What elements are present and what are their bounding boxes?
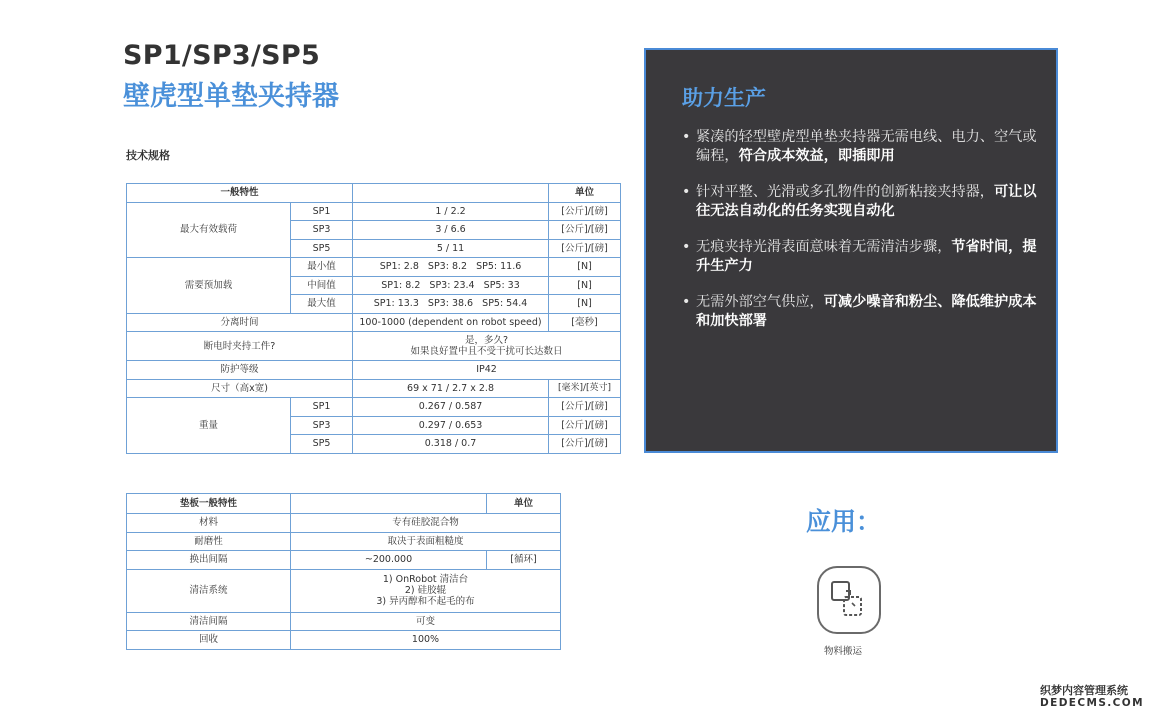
row-unit: [N] <box>549 276 621 295</box>
bullet-icon: • <box>682 184 691 200</box>
row-label: 回收 <box>127 631 291 650</box>
row-label: 防护等级 <box>127 361 353 380</box>
row-sublabel: SP1 <box>291 398 353 417</box>
table-row <box>127 551 561 570</box>
row-value: 0.267 / 0.587 <box>353 398 549 417</box>
row-sublabel: SP1 <box>291 202 353 221</box>
row-unit: [公斤]/[磅] <box>549 435 621 454</box>
table-row <box>127 361 621 380</box>
row-sublabel: 最大值 <box>291 295 353 314</box>
row-label: 重量 <box>127 398 291 454</box>
row-unit: [循环] <box>487 551 561 570</box>
row-unit: [N] <box>549 258 621 277</box>
row-unit: [毫米]/[英寸] <box>549 379 621 398</box>
row-sublabel: SP5 <box>291 435 353 454</box>
application-label: 物料搬运 <box>824 646 863 657</box>
row-label: 材料 <box>127 514 291 533</box>
table-row <box>127 398 621 417</box>
table-row <box>127 514 561 533</box>
row-value <box>353 332 621 361</box>
table-row <box>127 258 621 277</box>
benefit-highlight: 节省时间，提升生产力 <box>696 239 1037 274</box>
table-row <box>127 631 561 650</box>
row-value: 69 x 71 / 2.7 x 2.8 <box>353 379 549 398</box>
list-item <box>682 238 1042 276</box>
row-label: 清洁系统 <box>127 569 291 612</box>
benefits-title: 助力生产 <box>682 86 766 110</box>
benefit-text: 针对平整、光滑或多孔物件的创新粘接夹持器， <box>696 184 994 200</box>
row-label: 清洁间隔 <box>127 612 291 631</box>
row-unit: [公斤]/[磅] <box>549 221 621 240</box>
row-value: 100% <box>291 631 561 650</box>
row-sublabel: 中间值 <box>291 276 353 295</box>
table-header-cell: 垫板一般特性 <box>127 494 291 514</box>
row-value: SP1: 2.8 SP3: 8.2 SP5: 11.6 <box>353 258 549 277</box>
table-header-row <box>127 184 621 203</box>
row-value: SP1: 13.3 SP3: 38.6 SP5: 54.4 <box>353 295 549 314</box>
table-row <box>127 532 561 551</box>
value-line: 1) OnRobot 清洁台 <box>382 574 469 585</box>
list-item <box>682 128 1042 166</box>
bullet-icon: • <box>682 239 691 255</box>
benefits-list <box>682 128 1042 348</box>
row-label: 耐磨性 <box>127 532 291 551</box>
row-value: 0.318 / 0.7 <box>353 435 549 454</box>
row-sublabel: SP3 <box>291 416 353 435</box>
value-line: 是，多久? <box>464 335 509 346</box>
row-sublabel: 最小值 <box>291 258 353 277</box>
general-spec-table <box>126 183 621 454</box>
row-label: 最大有效载荷 <box>127 202 291 258</box>
row-value: 取决于表面粗糙度 <box>291 532 561 551</box>
table-row <box>127 313 621 332</box>
row-value: ~200.000 <box>291 551 487 570</box>
benefits-panel <box>644 48 1058 453</box>
row-value: 5 / 11 <box>353 239 549 258</box>
row-unit: [公斤]/[磅] <box>549 239 621 258</box>
row-unit: [公斤]/[磅] <box>549 202 621 221</box>
row-value: SP1: 8.2 SP3: 23.4 SP5: 33 <box>353 276 549 295</box>
row-value <box>291 569 561 612</box>
row-label: 分离时间 <box>127 313 353 332</box>
table-row <box>127 569 561 612</box>
watermark-text: 织梦内容管理系统 <box>1040 684 1128 697</box>
table-row <box>127 612 561 631</box>
row-value: 100-1000 (dependent on robot speed) <box>353 313 549 332</box>
row-unit: [公斤]/[磅] <box>549 398 621 417</box>
table-header-cell: 单位 <box>487 494 561 514</box>
table-header-cell <box>291 494 487 514</box>
row-sublabel: SP5 <box>291 239 353 258</box>
material-handling-icon-graphic <box>819 568 879 632</box>
table-row <box>127 332 621 361</box>
row-value: 1 / 2.2 <box>353 202 549 221</box>
bullet-icon: • <box>682 294 691 310</box>
row-unit: [N] <box>549 295 621 314</box>
value-line: 3) 异丙醇和不起毛的布 <box>376 596 475 607</box>
row-label: 换出间隔 <box>127 551 291 570</box>
row-label: 断电时夹持工件? <box>127 332 353 361</box>
row-value: 0.297 / 0.653 <box>353 416 549 435</box>
product-model: SP1/SP3/SP5 <box>123 40 321 71</box>
spec-heading: 技术规格 <box>126 149 170 162</box>
applications-title: 应用： <box>806 507 882 536</box>
row-value: 3 / 6.6 <box>353 221 549 240</box>
table-row <box>127 379 621 398</box>
material-handling-icon <box>817 566 881 634</box>
table-row <box>127 202 621 221</box>
row-value: IP42 <box>353 361 621 380</box>
watermark-domain: DEDECMS.COM <box>1040 697 1144 709</box>
table-header-cell: 单位 <box>549 184 621 203</box>
value-line: 2) 硅胶辊 <box>404 585 447 596</box>
table-header-cell: 一般特性 <box>127 184 353 203</box>
benefit-text: 无痕夹持光滑表面意味着无需清洁步骤， <box>696 239 952 255</box>
row-value: 专有硅胶混合物 <box>291 514 561 533</box>
pad-spec-table <box>126 493 561 650</box>
benefit-highlight: 可减少噪音和粉尘、降低维护成本和加快部署 <box>696 294 1037 329</box>
table-header-cell <box>353 184 549 203</box>
list-item <box>682 293 1042 331</box>
row-label: 需要预加载 <box>127 258 291 314</box>
benefit-text: 无需外部空气供应， <box>696 294 824 310</box>
benefit-highlight: 符合成本效益，即插即用 <box>738 148 895 164</box>
bullet-icon: • <box>682 129 691 145</box>
value-line: 如果良好置中且不受干扰可长达数日 <box>410 346 563 357</box>
row-sublabel: SP3 <box>291 221 353 240</box>
product-name: 壁虎型单垫夹持器 <box>123 81 339 112</box>
benefit-text: 紧凑的轻型壁虎型单垫夹持器无需电线、电力、空气或编程， <box>696 129 1037 164</box>
row-unit: [公斤]/[磅] <box>549 416 621 435</box>
list-item <box>682 183 1042 221</box>
benefit-highlight: 可让以往无法自动化的任务实现自动化 <box>696 184 1037 219</box>
row-unit: [毫秒] <box>549 313 621 332</box>
row-label: 尺寸（高x宽) <box>127 379 353 398</box>
table-header-row <box>127 494 561 514</box>
row-value: 可变 <box>291 612 561 631</box>
